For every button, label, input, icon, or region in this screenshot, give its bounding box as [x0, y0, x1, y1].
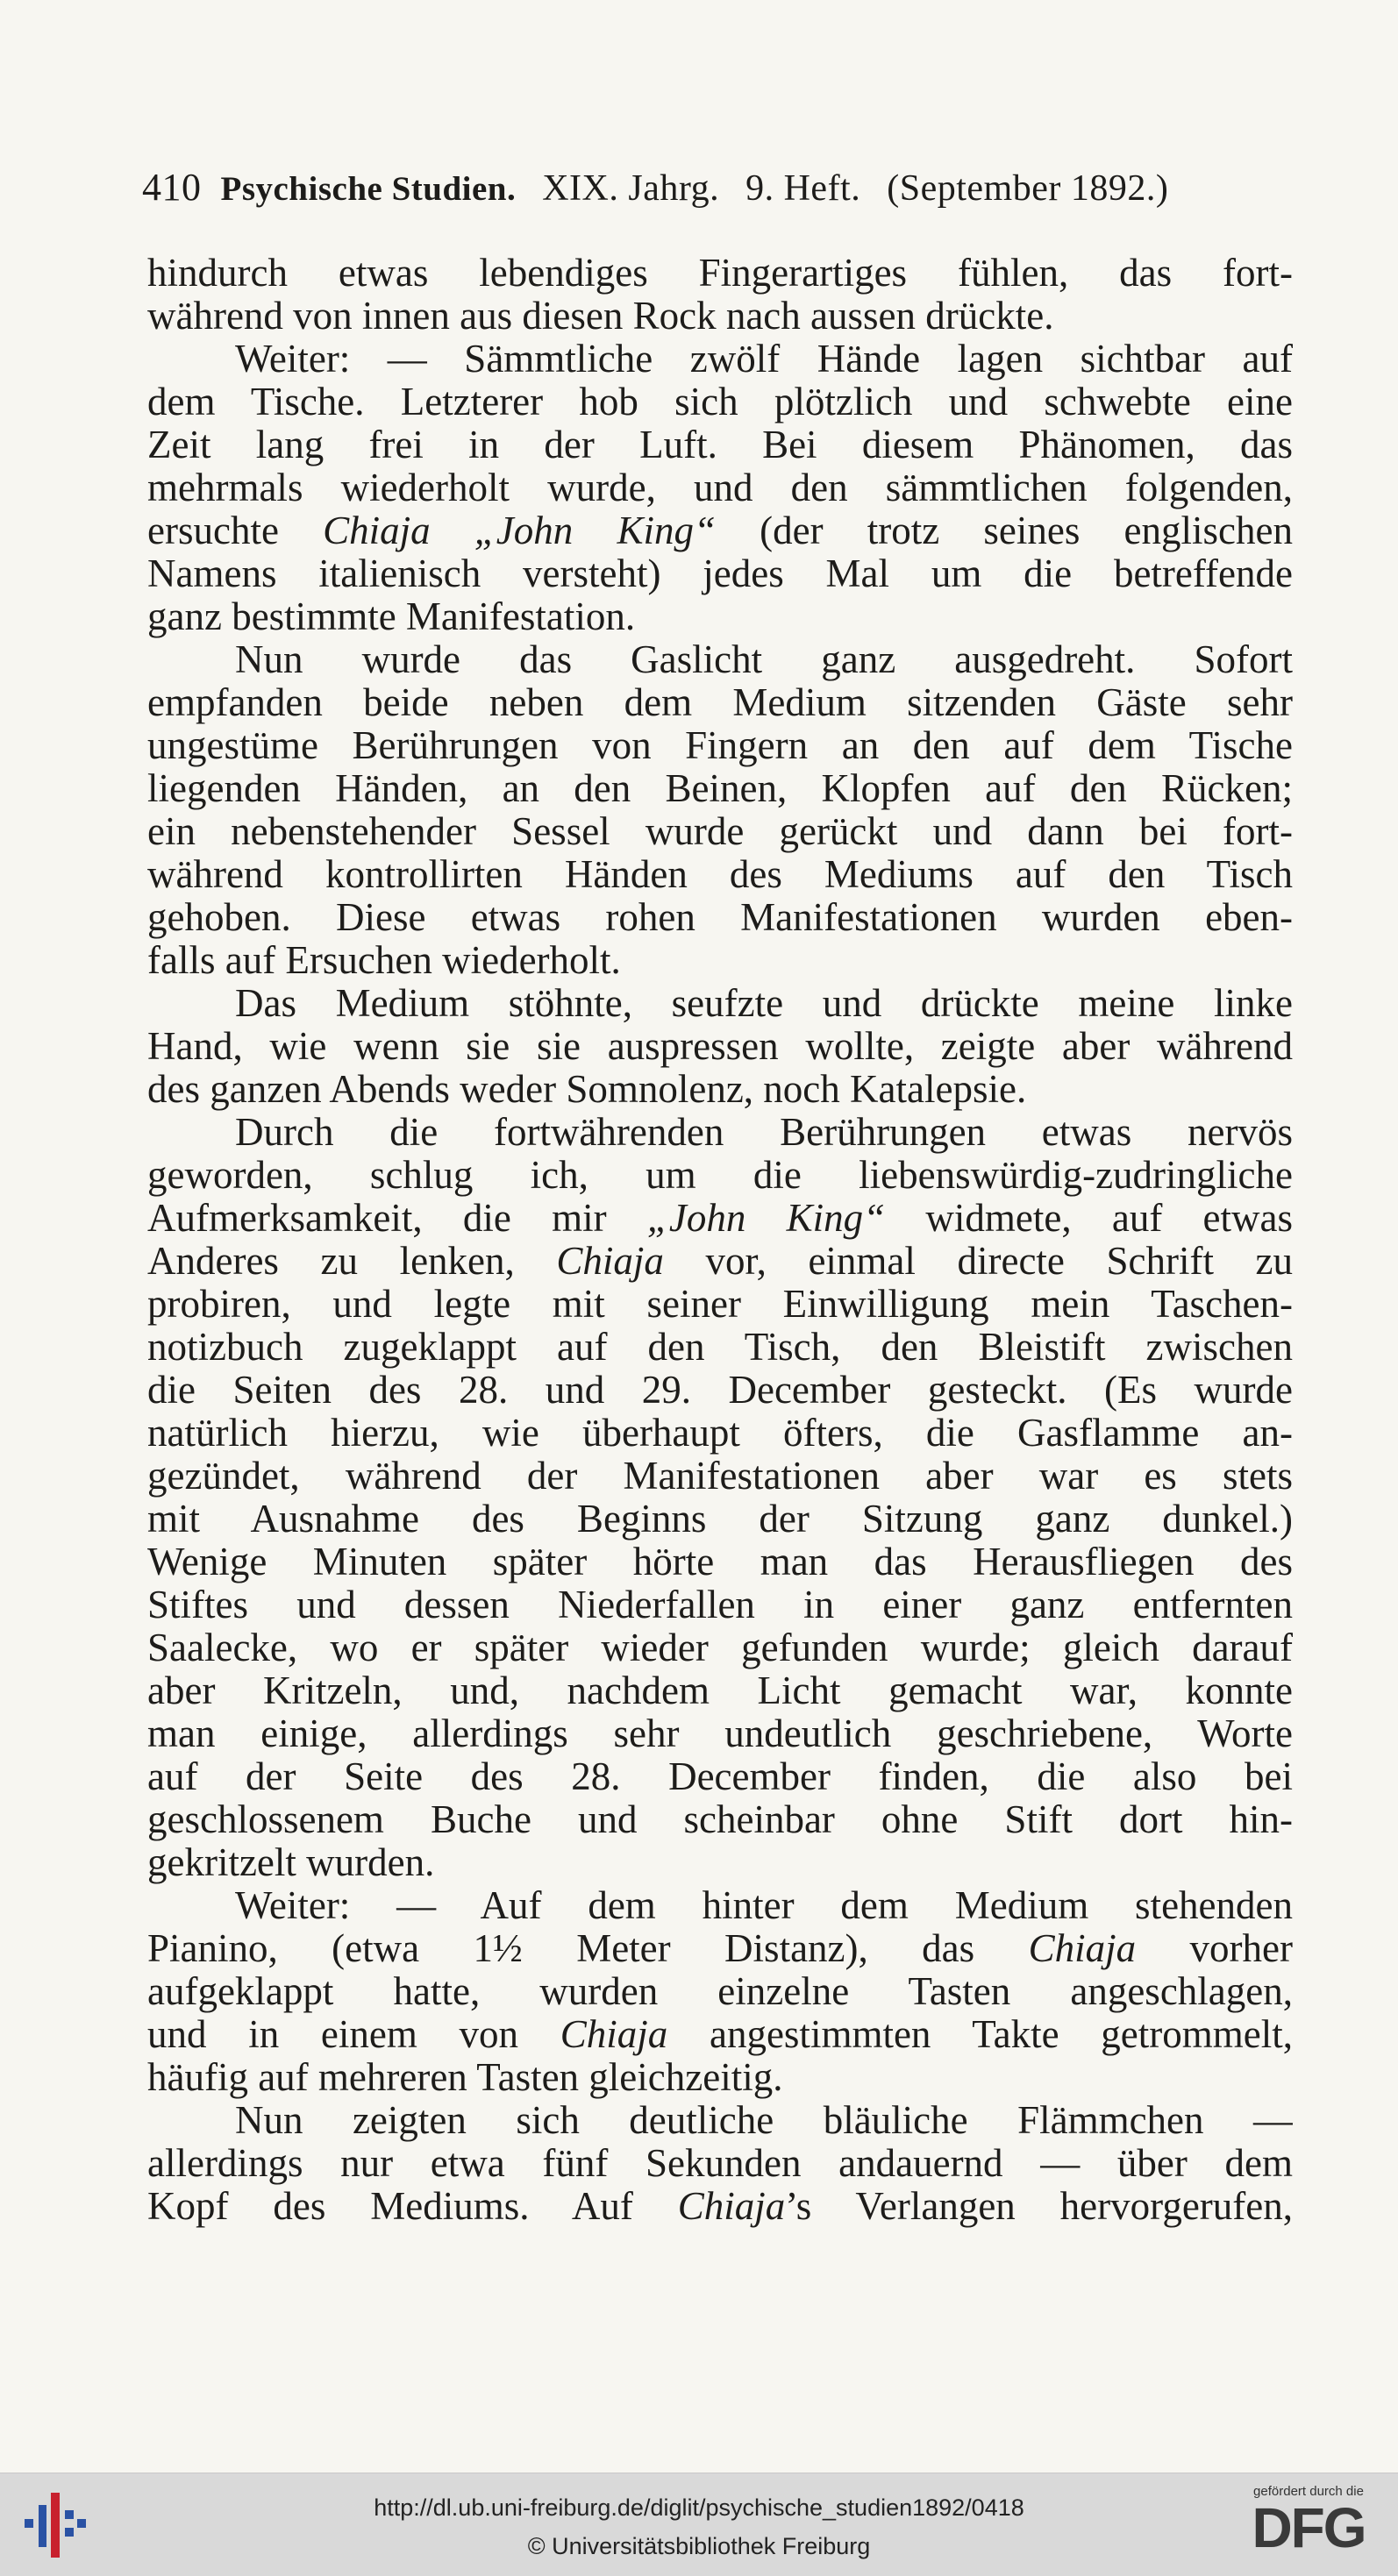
text-line: ungestüme Berührungen von Fingern an den auf dem Tische	[147, 724, 1293, 767]
ub-freiburg-logo-icon	[21, 2493, 88, 2558]
text-line: hindurch etwas lebendiges Fingerartiges fühlen, das fort-	[147, 252, 1293, 295]
journal-title: Psychische Studien.	[220, 170, 517, 208]
text-line: Saalecke, wo er später wieder gefunden wurde; gleich darauf	[147, 1626, 1293, 1669]
text-line: ein nebenstehender Sessel wurde gerückt und dann bei fort-	[147, 810, 1293, 853]
text-line: während von innen aus diesen Rock nach aussen drückte.	[147, 295, 1054, 338]
text-line	[147, 1240, 1293, 1283]
source-url-link[interactable]: http://dl.ub.uni-freiburg.de/diglit/psychische_studien1892/0418	[374, 2494, 1024, 2521]
text-line: liegenden Händen, an den Beinen, Klopfen auf den Rücken;	[147, 767, 1293, 810]
text-line: gekritzelt wurden.	[147, 1841, 435, 1884]
text-line: des ganzen Abends weder Somnolenz, noch Katalepsie.	[147, 1068, 1027, 1111]
text-run: Pianino, (etwa 1½ Meter Distanz), das	[147, 1927, 1029, 1970]
text-line: gehoben. Diese etwas rohen Manifestationen wurden eben-	[147, 896, 1293, 939]
text-line	[147, 2185, 1293, 2228]
italic-name: „John King“	[646, 1197, 886, 1240]
text-line	[147, 509, 1293, 552]
text-line: falls auf Ersuchen wiederholt.	[147, 939, 621, 982]
text-line: Hand, wie wenn sie sie auspressen wollte, zeigte aber während	[147, 1025, 1293, 1068]
italic-name: Chiaja	[560, 2013, 668, 2056]
text-line: Wenige Minuten später hörte man das Herausfliegen des	[147, 1541, 1293, 1583]
issue-label: 9. Heft.	[745, 168, 861, 209]
text-line: natürlich hierzu, wie überhaupt öfters, die Gasflamme an-	[147, 1412, 1293, 1455]
dfg-logo-text: DFG	[1252, 2496, 1366, 2559]
text-run: widmete, auf etwas	[885, 1197, 1293, 1240]
text-line: während kontrollirten Händen des Mediums auf den Tisch	[147, 853, 1293, 896]
text-line: man einige, allerdings sehr undeutlich geschriebene, Worte	[147, 1712, 1293, 1755]
italic-name: Chiaja	[677, 2185, 786, 2228]
text-line: aber Kritzeln, und, nachdem Licht gemacht war, konnte	[147, 1669, 1293, 1712]
italic-name: Chiaja	[1028, 1927, 1137, 1970]
text-run: angestimmten Takte getrommelt,	[667, 2013, 1293, 2056]
text-run: Anderes zu lenken,	[147, 1240, 557, 1283]
text-run: (der trotz seines englischen	[716, 509, 1293, 552]
text-line: häufig auf mehreren Tasten gleichzeitig.	[147, 2056, 783, 2099]
text-line: Das Medium stöhnte, seufzte und drückte meine linke	[235, 982, 1293, 1025]
text-line	[147, 1197, 1293, 1240]
footer-bar	[0, 2473, 1398, 2576]
text-line: probiren, und legte mit seiner Einwilligung mein Taschen-	[147, 1283, 1293, 1326]
text-line: auf der Seite des 28. December finden, die also bei	[147, 1755, 1293, 1798]
text-run: vor, einmal directe Schrift zu	[663, 1240, 1293, 1283]
text-line: notizbuch zugeklappt auf den Tisch, den Bleistift zwischen	[147, 1326, 1293, 1369]
text-line: ganz bestimmte Manifestation.	[147, 595, 636, 638]
text-line: empfanden beide neben dem Medium sitzenden Gäste sehr	[147, 681, 1293, 724]
text-line: Namens italienisch versteht) jedes Mal um die betreffende	[147, 552, 1293, 595]
text-line: die Seiten des 28. und 29. December gesteckt. (Es wurde	[147, 1369, 1293, 1412]
page-number: 410	[142, 166, 202, 209]
text-line: Zeit lang frei in der Luft. Bei diesem Phänomen, das	[147, 423, 1293, 466]
text-line: mit Ausnahme des Beginns der Sitzung ganz dunkel.)	[147, 1498, 1293, 1541]
text-run: vorher	[1136, 1927, 1293, 1970]
text-line: dem Tische. Letzterer hob sich plötzlich und schwebte eine	[147, 381, 1293, 423]
text-line: aufgeklappt hatte, wurden einzelne Tasten angeschlagen,	[147, 1970, 1293, 2013]
body-text	[147, 252, 1293, 2228]
issue-date: (September 1892.)	[887, 168, 1169, 209]
funding-caption: gefördert durch die	[1253, 2484, 1364, 2499]
text-line: allerdings nur etwa fünf Sekunden andauernd — über dem	[147, 2142, 1293, 2185]
text-line: Stiftes und dessen Niederfallen in einer ganz entfernten	[147, 1583, 1293, 1626]
text-run: und in einem von	[147, 2013, 560, 2056]
text-run: Aufmerksamkeit, die mir	[147, 1197, 647, 1240]
text-line: Nun zeigten sich deutliche bläuliche Flämmchen —	[235, 2099, 1293, 2142]
text-line: mehrmals wiederholt wurde, und den sämmtlichen folgenden,	[147, 466, 1293, 509]
text-run: Kopf des Mediums. Auf	[147, 2185, 678, 2228]
text-run: ’s Verlangen hervorgerufen,	[785, 2185, 1293, 2228]
italic-name: Chiaja „John King“	[323, 509, 716, 552]
text-line: gezündet, während der Manifestationen aber war es stets	[147, 1455, 1293, 1498]
text-line: Durch die fortwährenden Berührungen etwas nervös	[235, 1111, 1293, 1154]
italic-name: Chiaja	[556, 1240, 664, 1283]
text-line: geschlossenem Buche und scheinbar ohne Stift dort hin-	[147, 1798, 1293, 1841]
text-line: geworden, schlug ich, um die liebenswürdig-zudringliche	[147, 1154, 1293, 1197]
volume-label: XIX. Jahrg.	[542, 168, 720, 209]
copyright-notice: © Universitätsbibliothek Freiburg	[527, 2533, 871, 2559]
text-line	[147, 1927, 1293, 1970]
text-line	[147, 2013, 1293, 2056]
text-line: Weiter: — Sämmtliche zwölf Hände lagen sichtbar auf	[235, 338, 1293, 381]
text-line: Weiter: — Auf dem hinter dem Medium stehenden	[235, 1884, 1293, 1927]
running-header	[142, 165, 1256, 217]
text-run: ersuchte	[147, 509, 324, 552]
dfg-funding-logo	[1231, 2484, 1386, 2568]
text-line: Nun wurde das Gaslicht ganz ausgedreht. Sofort	[235, 638, 1293, 681]
